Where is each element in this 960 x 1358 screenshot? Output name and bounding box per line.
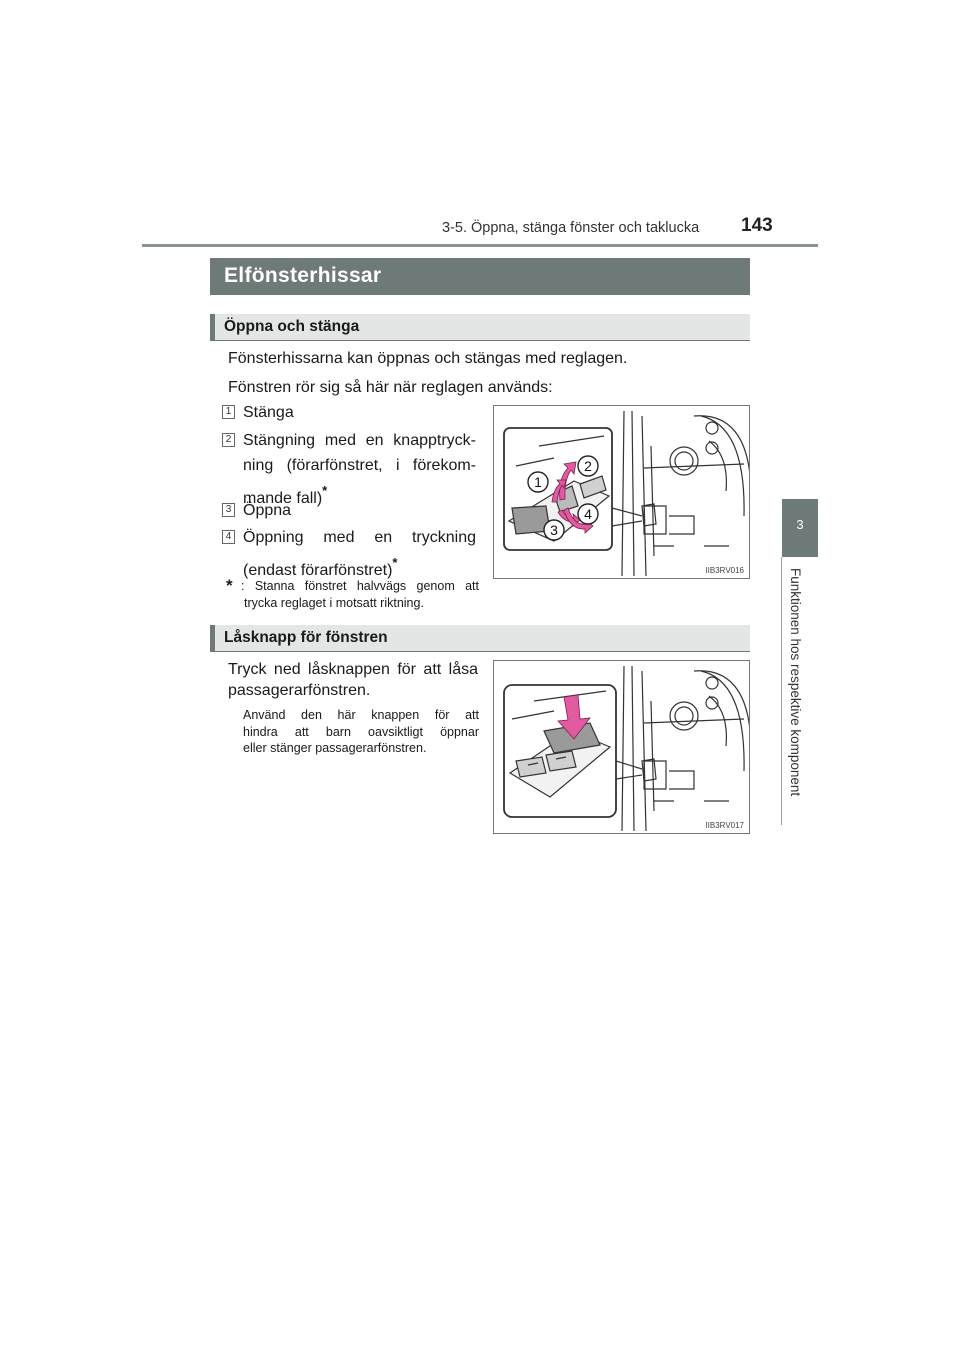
lock-note-line-2: hindra att barn oavsiktligt öppnar (243, 724, 479, 739)
footnote-colon: : (241, 579, 245, 593)
asterisk-marker: * (392, 555, 398, 570)
step-4-line-1: Öppning med en tryckning (243, 529, 476, 546)
step-2-line-2: ning (förarfönstret, i förekom- (243, 457, 476, 474)
lock-paragraph-line-1: Tryck ned låsknappen för att låsa (228, 661, 478, 678)
step-number-1: 1 (222, 405, 235, 419)
section-heading-open-close: Öppna och stänga (210, 314, 750, 341)
side-divider (781, 557, 782, 825)
page-number: 143 (741, 215, 773, 236)
main-heading: Elfönsterhissar (210, 258, 750, 295)
running-header-section: 3-5. Öppna, stänga fönster och taklucka (442, 220, 700, 236)
figure-window-lock-drawing (494, 661, 750, 834)
figure-callout-2: 2 (584, 458, 592, 474)
lock-paragraph (228, 659, 478, 701)
step-number-3: 3 (222, 503, 235, 517)
figure-code-2: IIB3RV017 (705, 821, 744, 830)
step-text-1 (243, 400, 476, 425)
footnote-line-2: trycka reglaget i motsatt riktning. (244, 596, 424, 610)
lock-note (243, 707, 479, 757)
chapter-title-vertical: Funktionen hos respektive komponent (788, 568, 803, 797)
figure-callout-1: 1 (534, 474, 542, 490)
lock-note-line-1: Använd den här knappen för att (243, 708, 479, 722)
figure-window-switches (493, 405, 750, 579)
step-text-4 (243, 525, 476, 583)
step-text-3 (243, 498, 476, 523)
intro-paragraph-2: Fönstren rör sig så här när reglagen används: (228, 379, 553, 396)
step-2-line-3: mande fall) (243, 490, 323, 507)
step-3-line-1: Öppna (243, 502, 292, 519)
footnote-asterisk: * (226, 576, 233, 595)
asterisk-marker: * (322, 483, 328, 498)
footnote-text (241, 578, 479, 612)
intro-paragraph-1: Fönsterhissarna kan öppnas och stängas med reglagen. (228, 350, 628, 367)
section-heading-window-lock: Låsknapp för fönstren (210, 625, 750, 652)
step-1-line-1: Stänga (243, 404, 294, 421)
step-number-2: 2 (222, 433, 235, 447)
figure-window-switches-drawing (494, 406, 750, 579)
chapter-tab: 3 (782, 499, 818, 557)
figure-callout-3: 3 (550, 522, 558, 538)
header-divider (142, 244, 818, 247)
lock-paragraph-line-2: passagerarfönstren. (228, 682, 371, 699)
figure-callout-4: 4 (584, 506, 592, 522)
step-4-line-2: (endast förarfönstret) (243, 562, 393, 579)
footnote-line-1: Stanna fönstret halvvägs genom att (254, 579, 479, 593)
step-2-line-1: Stängning med en knapptryck- (243, 432, 476, 449)
figure-code-1: IIB3RV016 (705, 566, 744, 575)
figure-window-lock-button (493, 660, 750, 834)
lock-note-line-3: eller stänger passagerarfönstren. (243, 741, 427, 755)
step-number-4: 4 (222, 530, 235, 544)
